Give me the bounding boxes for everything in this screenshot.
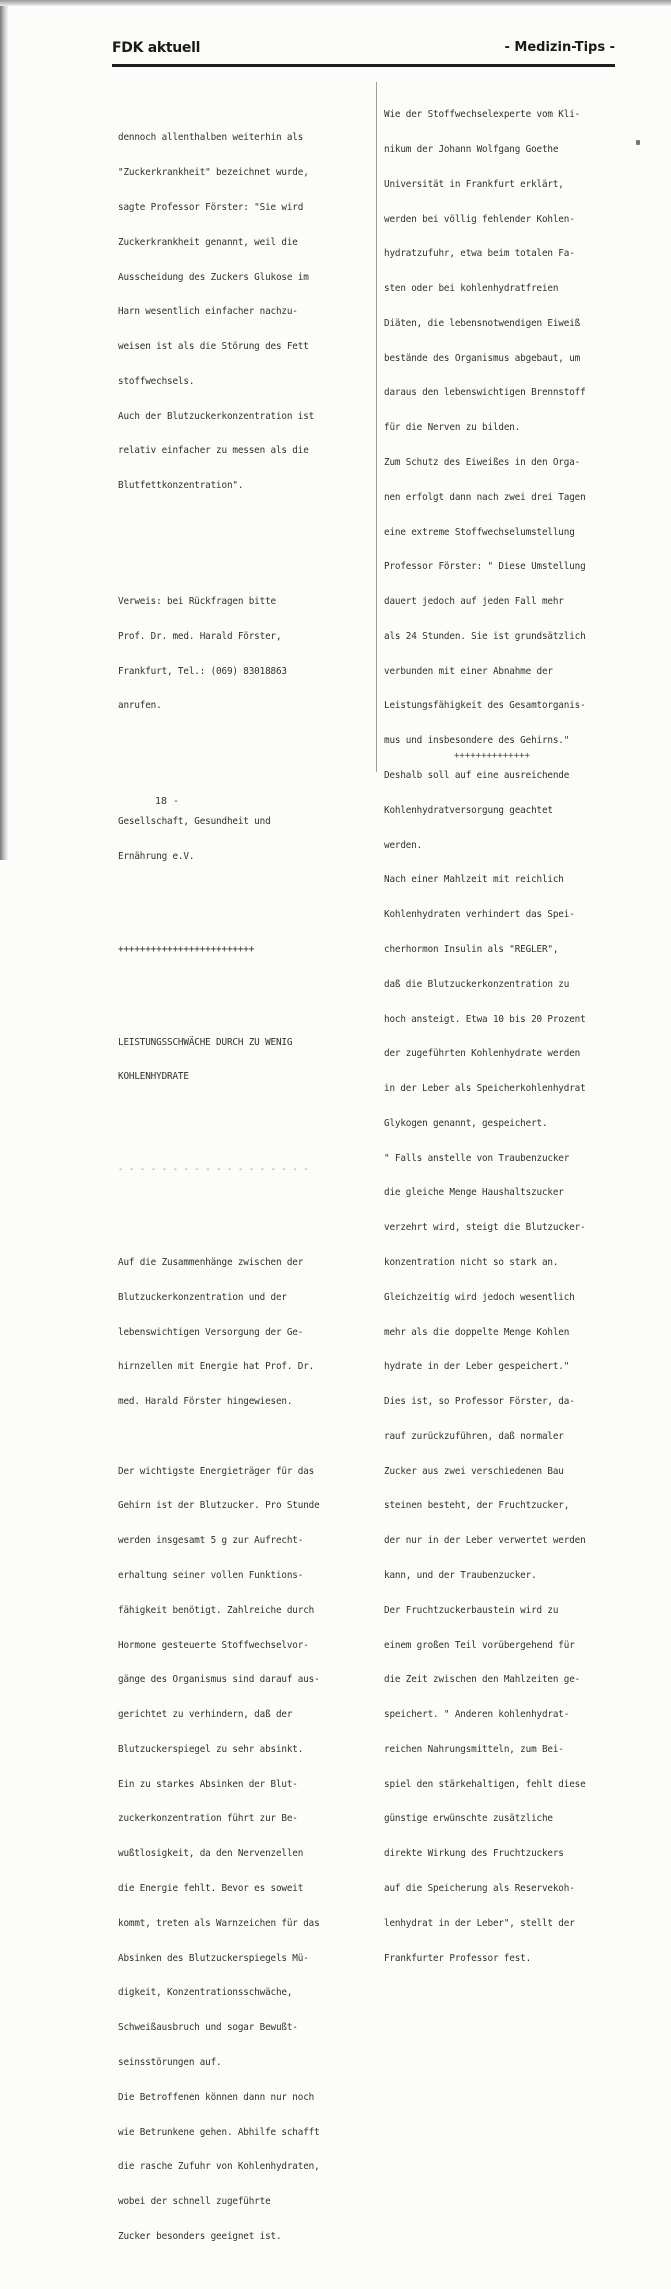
page-header [112,40,615,62]
publication-title: FDK aktuell [112,40,201,56]
text-line: "Zuckerkrankheit" bezeichnet wurde, [118,167,309,179]
right-column [384,86,624,1987]
text-line: werden bei völlig fehlender Kohlen- [384,213,575,225]
text-line: Gesellschaft, Gesundheit und [118,816,271,828]
text-line: Verweis: bei Rückfragen bitte [118,596,276,608]
text-line: weisen ist als die Störung des Fett [118,341,309,353]
text-line: wie Betrunkene gehen. Abhilfe schafft [118,2126,320,2138]
text-line: dennoch allenthalben weiterhin als [118,132,304,144]
organization-name [118,793,370,886]
text-line: eine extreme Stoffwechselumstellung [384,526,575,538]
text-line: Harn wesentlich einfacher nachzu- [118,306,298,318]
text-line: Leistungsfähigkeit des Gesamtorganis- [384,700,586,712]
text-line: cherhormon Insulin als "REGLER", [384,943,559,955]
text-line: die gleiche Menge Haushaltszucker [384,1187,564,1199]
text-line: med. Harald Förster hingewiesen. [118,1396,293,1408]
text-line: speichert. " Anderen kohlenhydrat- [384,1709,570,1721]
text-line: günstige erwünschte zusätzliche [384,1813,553,1825]
column-divider [376,82,377,772]
text-line: hoch ansteigt. Etwa 10 bis 20 Prozent [384,1013,586,1025]
article-body [118,1234,370,2266]
text-line: verbunden mit einer Abnahme der [384,665,553,677]
text-line: zuckerkonzentration führt zur Be- [118,1813,298,1825]
text-line: daraus den lebenswichtigen Brennstoff [384,387,586,399]
text-line: Frankfurter Professor fest. [384,1952,532,1964]
text-line: daß die Blutzuckerkonzentration zu [384,978,570,990]
text-line: Gleichzeitig wird jedoch wesentlich [384,1291,575,1303]
text-line: stoffwechsels. [118,375,195,387]
text-line: einem großen Teil vorübergehend für [384,1639,575,1651]
text-line: rauf zurückzuführen, daß normaler [384,1430,564,1442]
text-line: Professor Förster: " Diese Umstellung [384,561,586,573]
text-line: Zucker besonders geeignet ist. [118,2230,282,2242]
text-line: bestände des Organismus abgebaut, um [384,352,581,364]
scan-edge-left [0,0,8,860]
spacer [118,1199,370,1211]
text-line: Der wichtigste Energieträger für das [118,1465,315,1477]
text-line [118,1431,370,1443]
text-line: die Zeit zwischen den Mahlzeiten ge- [384,1674,581,1686]
spacer [118,979,370,991]
text-line: Auch der Blutzuckerkonzentration ist [118,410,315,422]
text-line: digkeit, Konzentrationsschwäche, [118,1987,293,1999]
text-line: Ein zu starkes Absinken der Blut- [118,1778,298,1790]
text-line: Absinken des Blutzuckerspiegels Mü- [118,1952,309,1964]
text-line: nikum der Johann Wolfgang Goethe [384,143,559,155]
text-line: relativ einfacher zu messen als die [118,445,309,457]
page-number: 18 - [155,796,180,807]
text-line: auf die Speicherung als Reservekoh- [384,1883,575,1895]
text-line: nen erfolgt dann nach zwei drei Tagen [384,491,586,503]
text-line: Die Betroffenen können dann nur noch [118,2091,315,2103]
text-line: seinsstörungen auf. [118,2056,222,2068]
text-line: wobei der schnell zugeführte [118,2196,271,2208]
text-line: direkte Wirkung des Fruchtzuckers [384,1848,564,1860]
text-line: Glykogen genannt, gespeichert. [384,1117,548,1129]
text-line: in der Leber als Speicherkohlenhydrat [384,1083,586,1095]
text-line: die Energie fehlt. Bevor es soweit [118,1883,304,1895]
faint-dashed-line: - - - - - - - - - - - - - - - - - - [118,1164,309,1176]
header-rule [112,64,615,67]
text-line: die rasche Zufuhr von Kohlenhydraten, [118,2161,320,2173]
text-line: kann, und der Traubenzucker. [384,1570,537,1581]
text-line: verzehrt wird, steigt die Blutzucker- [384,1222,586,1234]
text-line: kommt, treten als Warnzeichen für das [118,1917,320,1929]
text-line: Hormone gesteuerte Stoffwechselvor- [118,1639,309,1651]
text-line: " Falls anstelle von Traubenzucker [384,1152,570,1164]
text-line: hydrate in der Leber gespeichert." [384,1361,570,1373]
text-line: Der Fruchtzuckerbaustein wird zu [384,1604,559,1616]
headline-line: LEISTUNGSSCHWÄCHE DURCH ZU WENIG [118,1036,293,1048]
text-line: werden. [384,839,423,851]
text-line: Universität in Frankfurt erklärt, [384,178,564,190]
text-line: Ausscheidung des Zuckers Glukose im [118,271,309,283]
text-line: steinen besteht, der Fruchtzucker, [384,1500,570,1512]
text-line: der zugeführten Kohlenhydrate werden [384,1048,581,1060]
text-line: Blutzuckerkonzentration und der [118,1291,287,1303]
spacer [118,758,370,770]
article-headline [118,1014,370,1107]
text-line: lebenswichtigen Versorgung der Ge- [118,1326,304,1338]
separator-stars-right: ++++++++++++++ [454,751,530,761]
text-line: Frankfurt, Tel.: (069) 83018863 [118,665,287,677]
left-column [118,86,370,2289]
spacer [118,909,370,921]
text-line: sagte Professor Förster: "Sie wird [118,201,304,213]
scan-artifact [636,140,640,145]
text-line: gänge des Organismus sind darauf aus- [118,1674,320,1686]
text-line: gerichtet zu verhindern, daß der [118,1709,293,1721]
text-line: Ernährung e.V. [118,851,195,863]
separator-stars: +++++++++++++++++++++++++ [118,943,255,955]
text-line: Nach einer Mahlzeit mit reichlich [384,874,564,886]
text-line: Wie der Stoffwechselexperte vom Kli- [384,109,581,121]
text-line: konzentration nicht so stark an. [384,1256,559,1268]
text-line: wußtlosigkeit, da den Nervenzellen [118,1848,304,1860]
text-line: als 24 Stunden. Sie ist grundsätzlich [384,630,586,642]
text-line: spiel den stärkehaltigen, fehlt diese [384,1778,586,1790]
text-line: dauert jedoch auf jeden Fall mehr [384,596,564,608]
text-line: Diäten, die lebensnotwendigen Eiweiß [384,317,581,329]
text-line: anrufen. [118,700,162,712]
text-line: Schweißausbruch und sogar Bewußt- [118,2022,298,2034]
text-line: Blutzuckerspiegel zu sehr absinkt. [118,1743,304,1755]
text-line: reichen Nahrungsmitteln, zum Bei- [384,1743,564,1755]
text-line: Prof. Dr. med. Harald Förster, [118,630,282,642]
text-line: hydratzufuhr, etwa beim totalen Fa- [384,248,575,260]
text-line: erhaltung seiner vollen Funktions- [118,1570,304,1581]
text-line: Dies ist, so Professor Förster, da- [384,1396,575,1408]
text-line: Zum Schutz des Eiweißes in den Orga- [384,457,581,468]
text-line: mehr als die doppelte Menge Kohlen [384,1326,570,1338]
text-line: Auf die Zusammenhänge zwischen der [118,1256,304,1268]
text-line: für die Nerven zu bilden. [384,422,521,434]
intro-paragraph [118,109,370,515]
headline-line: KOHLENHYDRATE [118,1071,189,1083]
section-title: - Medizin-Tips - [504,40,615,55]
text-line: der nur in der Leber verwertet werden [384,1535,586,1547]
text-line: Zucker aus zwei verschiedenen Bau [384,1465,564,1477]
text-line: hirnzellen mit Energie hat Prof. Dr. [118,1361,315,1373]
text-line: lenhydrat in der Leber", stellt der [384,1917,575,1929]
text-line: Deshalb soll auf eine ausreichende [384,770,570,782]
spacer [118,1129,370,1141]
text-line: Zuckerkrankheit genannt, weil die [118,236,298,248]
scan-edge-top [0,0,671,6]
text-line: sten oder bei kohlenhydratfreien [384,283,559,295]
text-line: mus und insbesondere des Gehirns." [384,735,570,747]
contact-note [118,573,370,735]
text-line: Kohlenhydratversorgung geachtet [384,804,553,816]
text-line: fähigkeit benötigt. Zahlreiche durch [118,1604,315,1616]
text-line: Blutfettkonzentration". [118,480,244,492]
text-line: Kohlenhydraten verhindert das Spei- [384,909,575,921]
text-line: Gehirn ist der Blutzucker. Pro Stunde [118,1500,320,1512]
spacer [118,538,370,550]
text-line: werden insgesamt 5 g zur Aufrecht- [118,1535,304,1547]
